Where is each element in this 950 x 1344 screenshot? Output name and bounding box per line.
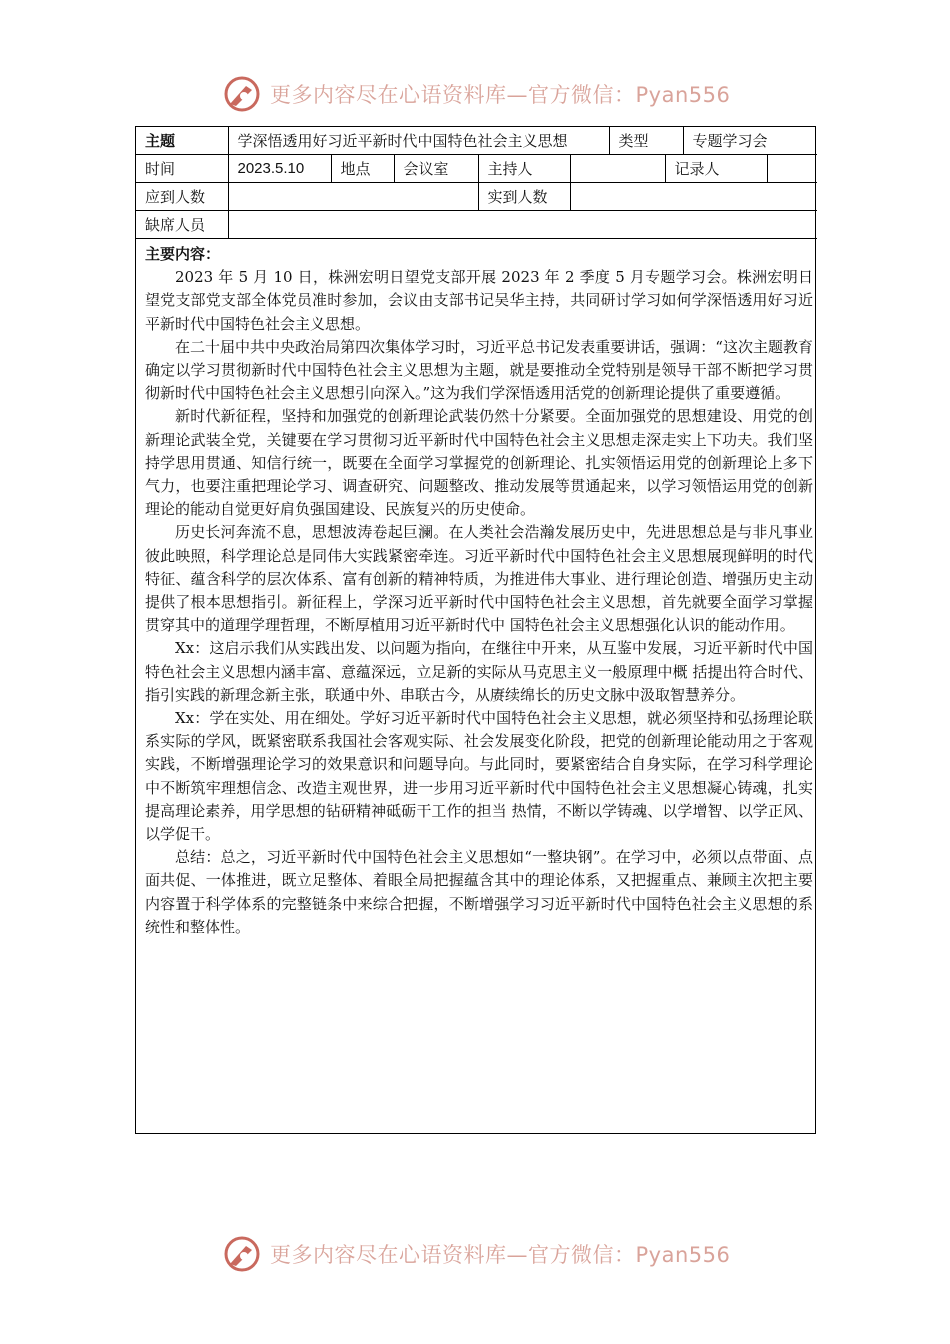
content-paragraph: 新时代新征程，坚持和加强党的创新理论武装仍然十分紧要。全面加强党的思想建设、用党的创新理论武装全党，关键要在学习贯彻习近平新时代中国特色社会主义思想走深走实上下功夫。我们坚持学思用贯通、知信行统一，既要在全面学习掌握党的创新理论、扎实领悟运用党的创新理论上多下气力，也要注重把理论学习、调查研究、问题整改、推动发展等贯通起来，以学习领悟运用党的创新理论的能动自觉更好肩负强国建设、民族复兴的历史使命。 [145, 407, 813, 519]
type-value: 专题学习会 [683, 127, 817, 155]
recorder-value [767, 155, 817, 183]
watermark-text: 更多内容尽在心语资料库—官方微信：Pyan556 [270, 83, 731, 107]
watermark-banner-top [222, 72, 730, 116]
brand-logo-icon [222, 1234, 262, 1274]
main-content [136, 239, 815, 939]
content-paragraph: 总结：总之，习近平新时代中国特色社会主义思想如“一整块钢”。在学习中，必须以点带面、点面共促、一体推进，既立足整体、着眼全局把握蕴含其中的理论体系，又把握重点、兼顾主次把主要内容置于科学体系的完整链条中来综合把握，不断增强学习习近平新时代中国特色社会主义思想的系统性和整体性。 [145, 848, 813, 936]
absent-label: 缺席人员 [136, 211, 228, 239]
type-label: 类型 [609, 127, 683, 155]
recorder-label: 记录人 [665, 155, 767, 183]
meeting-record-form [135, 126, 816, 1134]
time-value: 2023.5.10 [228, 155, 331, 183]
content-paragraph: 历史长河奔流不息，思想波涛卷起巨澜。在人类社会浩瀚发展历史中，先进思想总是与非凡事业彼此映照，科学理论总是同伟大实践紧密牵连。习近平新时代中国特色社会主义思想展现鲜明的时代特征、蕴含科学的层次体系、富有创新的精神特质，为推进伟大事业、进行理论创造、增强历史主动提供了根本思想指引。新征程上，学深习近平新时代中国特色社会主义思想，首先就要全面学习掌握贯穿其中的道理学理哲理，不断厚植用习近平新时代中 国特色社会主义思想强化认识的能动作用。 [145, 523, 813, 635]
content-paragraph: 2023 年 5 月 10 日，株洲宏明日望党支部开展 2023 年 2 季度 5 月专题学习会。株洲宏明日望党支部党支部全体党员准时参加，会议由支部书记吴华主持，共同研讨学习如何学深悟透用好习近平新时代中国特色社会主义思想。 [145, 268, 813, 333]
topic-value: 学深悟透用好习近平新时代中国特色社会主义思想 [228, 127, 609, 155]
content-paragraph: Xx：这启示我们从实践出发、以问题为指向，在继往中开来，从互鉴中发展，习近平新时代中国特色社会主义思想内涵丰富、意蕴深远，立足新的实际从马克思主义一般原理中概 括提出符合时代、指引实践的新理念新主张，联通中外、串联古今，从赓续绵长的历史文脉中汲取智慧养分。 [145, 639, 813, 704]
content-paragraph: Xx：学在实处、用在细处。学好习近平新时代中国特色社会主义思想，就必须坚持和弘扬理论联系实际的学风，既紧密联系我国社会客观实际、社会发展变化阶段，把党的创新理论能动用之于客观实践，不断增强理论学习的效果意识和问题导向。与此同时，要紧密结合自身实际，在学习科学理论中不断筑牢理想信念、改造主观世界，进一步用习近平新时代中国特色社会主义思想凝心铸魂，扎实提高理论素养，用学思想的钻研精神砥砺干工作的担当 热情，不断以学铸魂、以学增智、以学正风、以学促干。 [145, 709, 813, 844]
host-label: 主持人 [478, 155, 570, 183]
expected-attendance-value [228, 183, 478, 211]
place-value: 会议室 [394, 155, 478, 183]
absent-value [228, 211, 817, 239]
content-paragraph: 在二十届中共中央政治局第四次集体学习时，习近平总书记发表重要讲话，强调：“这次主题教育确定以学习贯彻新时代中国特色社会主义思想为主题，就是要推动全党特别是领导干部不断把学习贯彻新时代中国特色社会主义思想引向深入。”这为我们学深悟透用活党的创新理论提供了重要遵循。 [145, 337, 813, 403]
brand-logo-icon [222, 74, 262, 114]
time-label: 时间 [136, 155, 228, 183]
place-label: 地点 [331, 155, 394, 183]
host-value [570, 155, 665, 183]
actual-attendance-value [570, 183, 817, 211]
watermark-banner-bottom [222, 1232, 730, 1276]
topic-label: 主题 [136, 127, 228, 155]
watermark-text: 更多内容尽在心语资料库—官方微信：Pyan556 [270, 1243, 731, 1267]
meeting-info-table [136, 127, 817, 239]
content-heading: 主要内容： [145, 245, 221, 263]
expected-attendance-label: 应到人数 [136, 183, 228, 211]
actual-attendance-label: 实到人数 [478, 183, 570, 211]
